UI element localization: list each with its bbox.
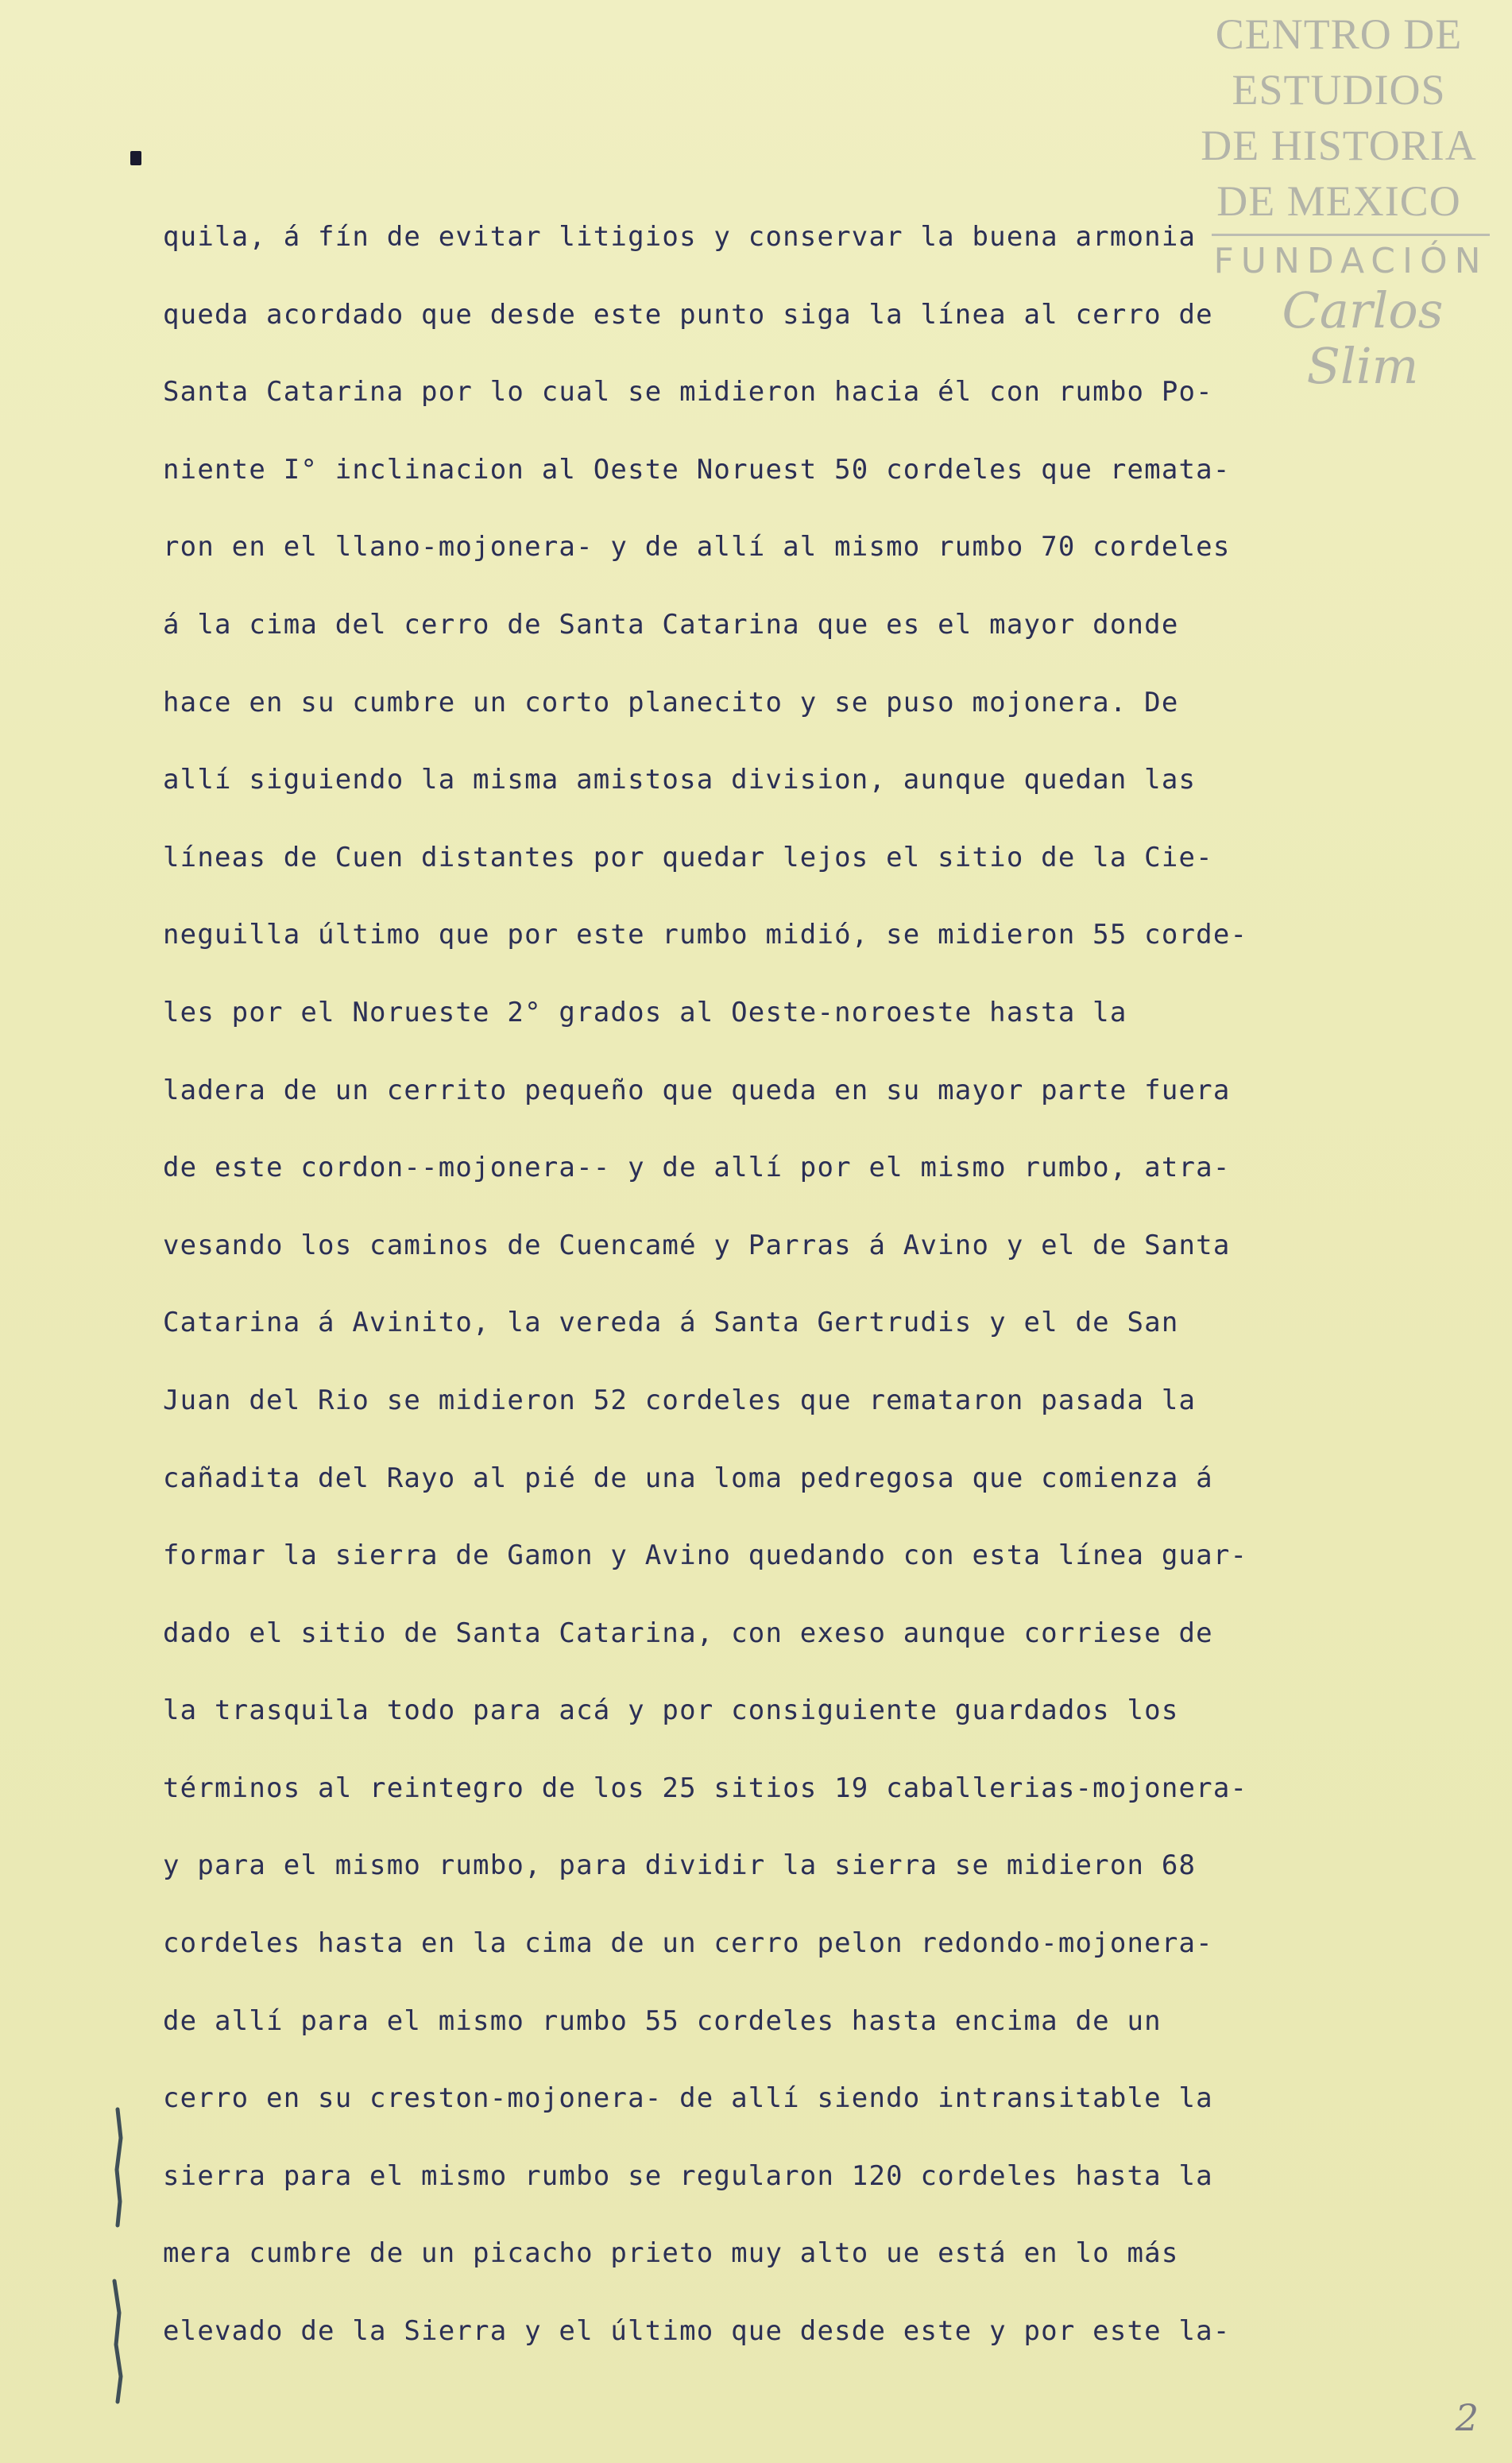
text-line: ron en el llano-mojonera- y de allí al mismo rumbo 70 cordeles xyxy=(163,531,1231,563)
watermark-signature: Carlos Slim xyxy=(1282,281,1444,395)
text-line: términos al reintegro de los 25 sitios 19 caballerias-mojonera- xyxy=(163,1772,1248,1804)
text-line: les por el Norueste 2° grados al Oeste-noroeste hasta la xyxy=(163,996,1127,1028)
ink-mark xyxy=(130,151,141,165)
watermark-line-1: CENTRO DE xyxy=(1215,10,1463,58)
text-line: sierra para el mismo rumbo se regularon 120 cordeles hasta la xyxy=(163,2159,1213,2192)
page-number: 2 xyxy=(1455,2396,1479,2439)
text-line: vesando los caminos de Cuencamé y Parras á Avino y el de Santa xyxy=(163,1229,1231,1261)
watermark-line-3: DE HISTORIA xyxy=(1201,122,1477,169)
watermark-line-4: DE MEXICO xyxy=(1216,177,1461,225)
text-line: cerro en su creston-mojonera- de allí siendo intransitable la xyxy=(163,2082,1213,2115)
margin-pencil-marks xyxy=(103,2106,135,2408)
typed-text-body xyxy=(163,199,1402,2371)
text-line: queda acordado que desde este punto siga la línea al cerro de xyxy=(163,298,1213,331)
text-line: de allí para el mismo rumbo 55 cordeles hasta encima de un xyxy=(163,2004,1162,2037)
text-line: cañadita del Rayo al pié de una loma pedregosa que comienza á xyxy=(163,1462,1213,1494)
text-line: formar la sierra de Gamon y Avino quedando con esta línea guar- xyxy=(163,1539,1248,1572)
text-line: allí siguiendo la misma amistosa division, aunque quedan las xyxy=(163,764,1197,796)
text-line: elevado de la Sierra y el último que desde este y por este la- xyxy=(163,2315,1231,2348)
text-line: hace en su cumbre un corto planecito y se puso mojonera. De xyxy=(163,686,1179,718)
text-line: mera cumbre de un picacho prieto muy alto ue está en lo más xyxy=(163,2237,1179,2270)
text-line: cordeles hasta en la cima de un cerro pelon redondo-mojonera- xyxy=(163,1927,1213,1960)
text-line: ladera de un cerrito pequeño que queda en su mayor parte fuera xyxy=(163,1074,1231,1106)
text-line: niente I° inclinacion al Oeste Noruest 50 cordeles que remata- xyxy=(163,453,1231,486)
text-line: y para el mismo rumbo, para dividir la sierra se midieron 68 xyxy=(163,1849,1197,1882)
text-line: Juan del Rio se midieron 52 cordeles que remataron pasada la xyxy=(163,1384,1197,1416)
text-line: Santa Catarina por lo cual se midieron hacia él con rumbo Po- xyxy=(163,376,1213,409)
text-line: Catarina á Avinito, la vereda á Santa Gertrudis y el de San xyxy=(163,1307,1179,1339)
watermark-line-2: ESTUDIOS xyxy=(1232,66,1446,114)
text-line: á la cima del cerro de Santa Catarina que es el mayor donde xyxy=(163,608,1179,641)
text-line: dado el sitio de Santa Catarina, con exeso aunque corriese de xyxy=(163,1617,1213,1649)
text-line: la trasquila todo para acá y por consiguiente guardados los xyxy=(163,1694,1179,1727)
watermark-foundation: FUNDACIÓN xyxy=(1212,234,1490,281)
text-line: de este cordon--mojonera-- y de allí por el mismo rumbo, atra- xyxy=(163,1152,1231,1184)
text-line: quila, á fín de evitar litigios y conservar la buena armonia xyxy=(163,221,1197,253)
text-line: líneas de Cuen distantes por quedar lejos el sitio de la Cie- xyxy=(163,841,1213,873)
text-line: neguilla último que por este rumbo midió, se midieron 55 corde- xyxy=(163,919,1248,951)
